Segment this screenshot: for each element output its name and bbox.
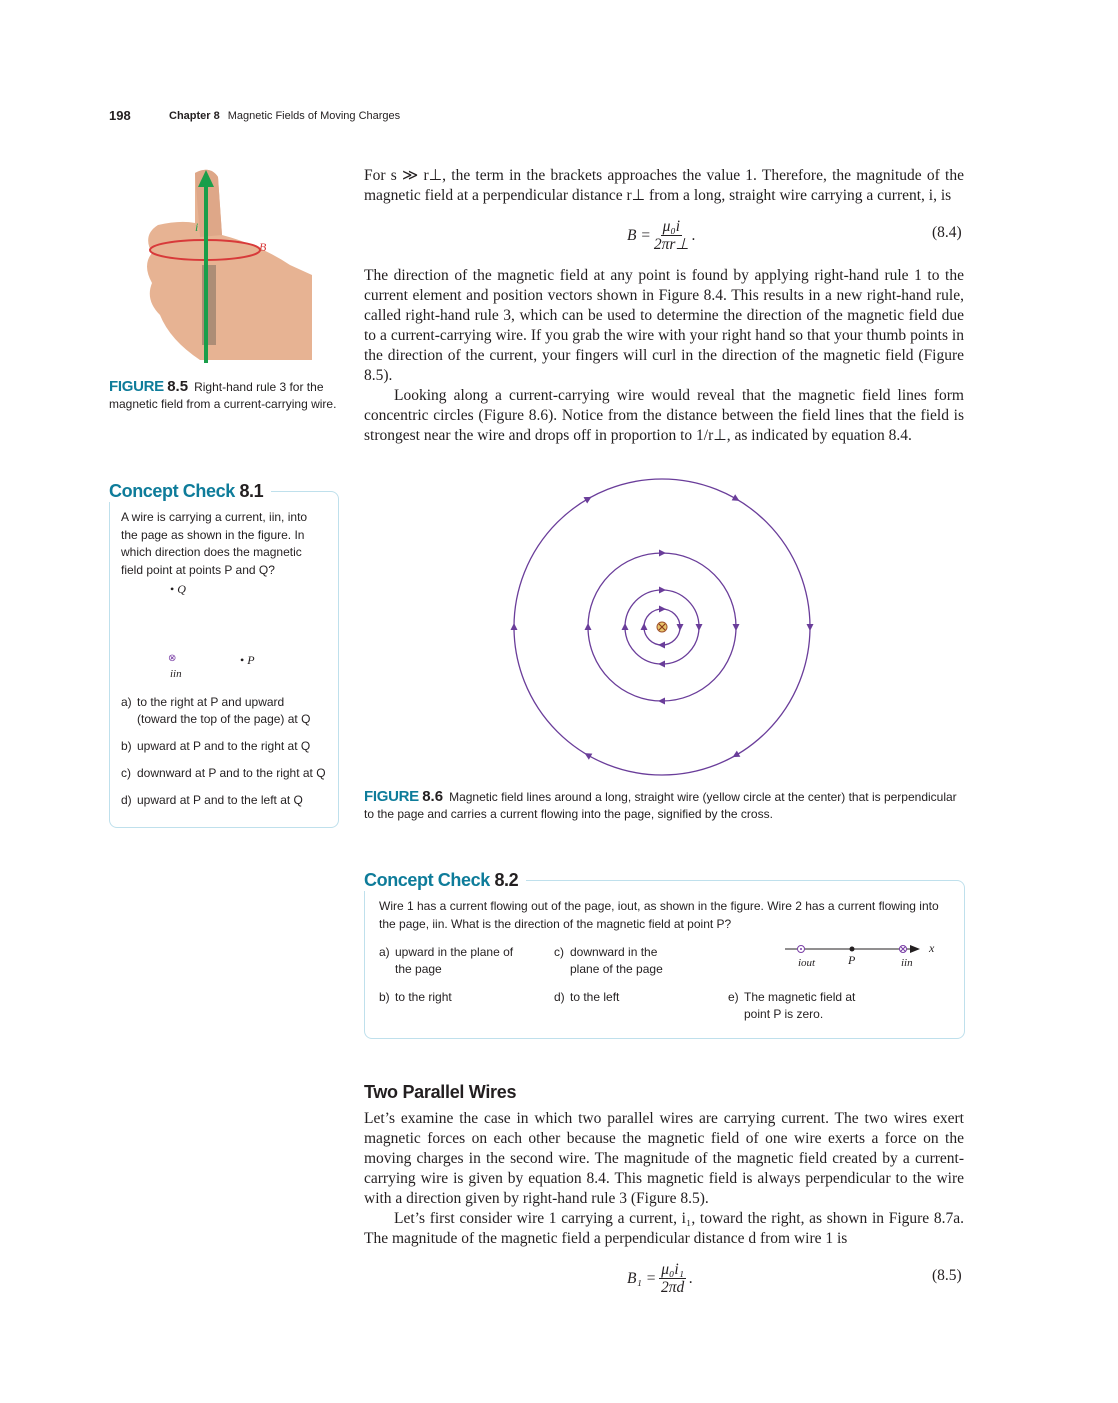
field-direction-arrow-icon [584, 494, 594, 504]
figure-8-6-caption: FIGURE 8.6 Magnetic field lines around a long, straight wire (yellow circle at the center) that is perpendicular to the page and carries a current flowing into the page, signified by the cross. [364, 788, 957, 821]
concept-check-question: Wire 1 has a current flowing out of the page, iout, as shown in the figure. Wire 2 has a current flowing into the page, iin. What is the direction of the magnetic field at point P? [379, 899, 939, 931]
equation-8-4 [627, 218, 696, 253]
field-direction-arrow-icon [583, 750, 593, 760]
paragraph: Let’s first consider wire 1 carrying a current, i₁, toward the right, as shown in Figure 8.7a. The magnitude of the magnetic field a perpendicular distance d from wire 1 is [364, 1210, 964, 1247]
field-direction-arrow-icon [659, 606, 666, 613]
point-p-dot [850, 947, 855, 952]
field-direction-arrow-icon [659, 587, 666, 594]
wire-label: iin [170, 668, 182, 680]
axis-arrow-icon [910, 945, 920, 953]
point-q: • Q [170, 582, 186, 596]
equation-number: (8.5) [932, 1267, 962, 1284]
option-b[interactable]: b) upward at P and to the right at Q [121, 739, 311, 753]
eq-tail: . [691, 226, 696, 244]
eq-numerator: μ₀i [662, 218, 681, 235]
figure-8-5-caption [109, 378, 349, 413]
point-p: • P [240, 653, 255, 667]
option-b[interactable]: b) to the right [379, 990, 452, 1004]
option-d[interactable]: d) to the left [554, 990, 620, 1004]
field-direction-arrow-icon [731, 751, 741, 761]
field-direction-arrow-icon [732, 494, 742, 504]
field-direction-arrow-icon [622, 623, 629, 630]
figure-label: FIGURE [109, 378, 164, 395]
point-p-label: P [848, 953, 856, 967]
option-a[interactable]: a) upward in the plane of the page [379, 945, 514, 976]
field-direction-arrow-icon [641, 623, 648, 630]
option-d[interactable]: d) upward at P and to the left at Q [121, 793, 303, 807]
field-direction-arrow-icon [807, 624, 814, 631]
body-paragraphs [364, 266, 964, 446]
figure-number: 8.5 [167, 378, 189, 395]
section-body [364, 1109, 964, 1249]
field-direction-arrow-icon [659, 550, 666, 557]
eq-lhs: B = [627, 226, 651, 244]
field-direction-arrow-icon [658, 661, 665, 668]
field-direction-arrow-icon [677, 624, 684, 631]
concept-check-options [121, 694, 327, 809]
field-direction-arrow-icon [585, 623, 592, 630]
page-number: 198 [109, 108, 131, 123]
field-direction-arrow-icon [511, 623, 518, 630]
chapter-number: Chapter 8 [169, 110, 220, 122]
chapter-title: Magnetic Fields of Moving Charges [227, 110, 401, 122]
field-direction-arrow-icon [658, 642, 665, 649]
option-c[interactable]: c) downward in the plane of the page [554, 945, 663, 976]
paragraph: Looking along a current-carrying wire would reveal that the magnetic field lines form concentric circles (Figure 8.6). Notice from the distance between the field lines that the field is strongest near the wire and drops off in proportion to 1/r⊥, as indicated by equation 8.4. [364, 387, 964, 444]
equation-8-5: B₁ = $\frac{\text{μ₀i₁}}{2\pi d}$ . [627, 1261, 693, 1296]
wire-into-page-icon: ⊗ [168, 653, 177, 664]
right-hand-photo [140, 165, 315, 365]
concept-check-title: Concept Check 8.2 [364, 870, 526, 891]
concept-check-question: A wire is carrying a current, iin, into the page as shown in the figure. In which direction does the magnetic field point at points P and Q? [121, 510, 308, 577]
caption-text: Right-hand rule 3 for the magnetic field from a current-carrying wire. [109, 380, 337, 411]
section-heading: Two Parallel Wires [364, 1082, 517, 1102]
field-direction-arrow-icon [733, 624, 740, 631]
equation-number: (8.4) [932, 224, 962, 241]
field-lines-diagram [500, 465, 824, 789]
intro-paragraph: For s ≫ r⊥, the term in the brackets approaches the value 1. Therefore, the magnitude of the magnetic field at a perpendicular distance r⊥ from a long, straight wire carrying a current, i, is [364, 167, 964, 204]
current-label: i [195, 220, 199, 234]
running-header [169, 110, 400, 122]
wire-1-label: iout [798, 957, 816, 969]
field-direction-arrow-icon [696, 624, 703, 631]
wire-2-label: iin [901, 957, 913, 969]
paragraph: Let’s examine the case in which two parallel wires are carrying current. The two wires exert magnetic forces on each other because the magnetic field of one wire exerts a force on the moving charges in the second wire. The magnitude of the magnetic field created by a current-carrying wire is given by equation 8.4. This magnetic field is always perpendicular to the wire with a direction given by right-hand rule 3 (Figure 8.5). [364, 1110, 964, 1207]
paragraph: The direction of the magnetic field at any point is found by applying right-hand rule 1 to the current element and position vectors shown in Figure 8.4. This results in a new right-hand rule, called right-hand rule 3, which can be used to determine the direction of the magnetic field due to a current-carrying wire. If you grab the wire with your right hand so that your thumb points in the direction of the current, your fingers will curl in the direction of the magnetic field (Figure 8.5). [364, 267, 964, 384]
axis-label: x [929, 941, 935, 955]
option-c[interactable]: c) downward at P and to the right at Q [121, 766, 326, 780]
eq-denominator: 2πr⊥ [653, 236, 689, 253]
option-a[interactable]: a) to the right at P and upward (toward the top of the page) at Q [121, 695, 311, 726]
option-e[interactable]: e) The magnetic field at point P is zero. [728, 990, 856, 1021]
field-label: B⃗ [259, 240, 276, 254]
concept-check-title: Concept Check 8.1 [109, 481, 271, 502]
field-direction-arrow-icon [658, 698, 665, 705]
